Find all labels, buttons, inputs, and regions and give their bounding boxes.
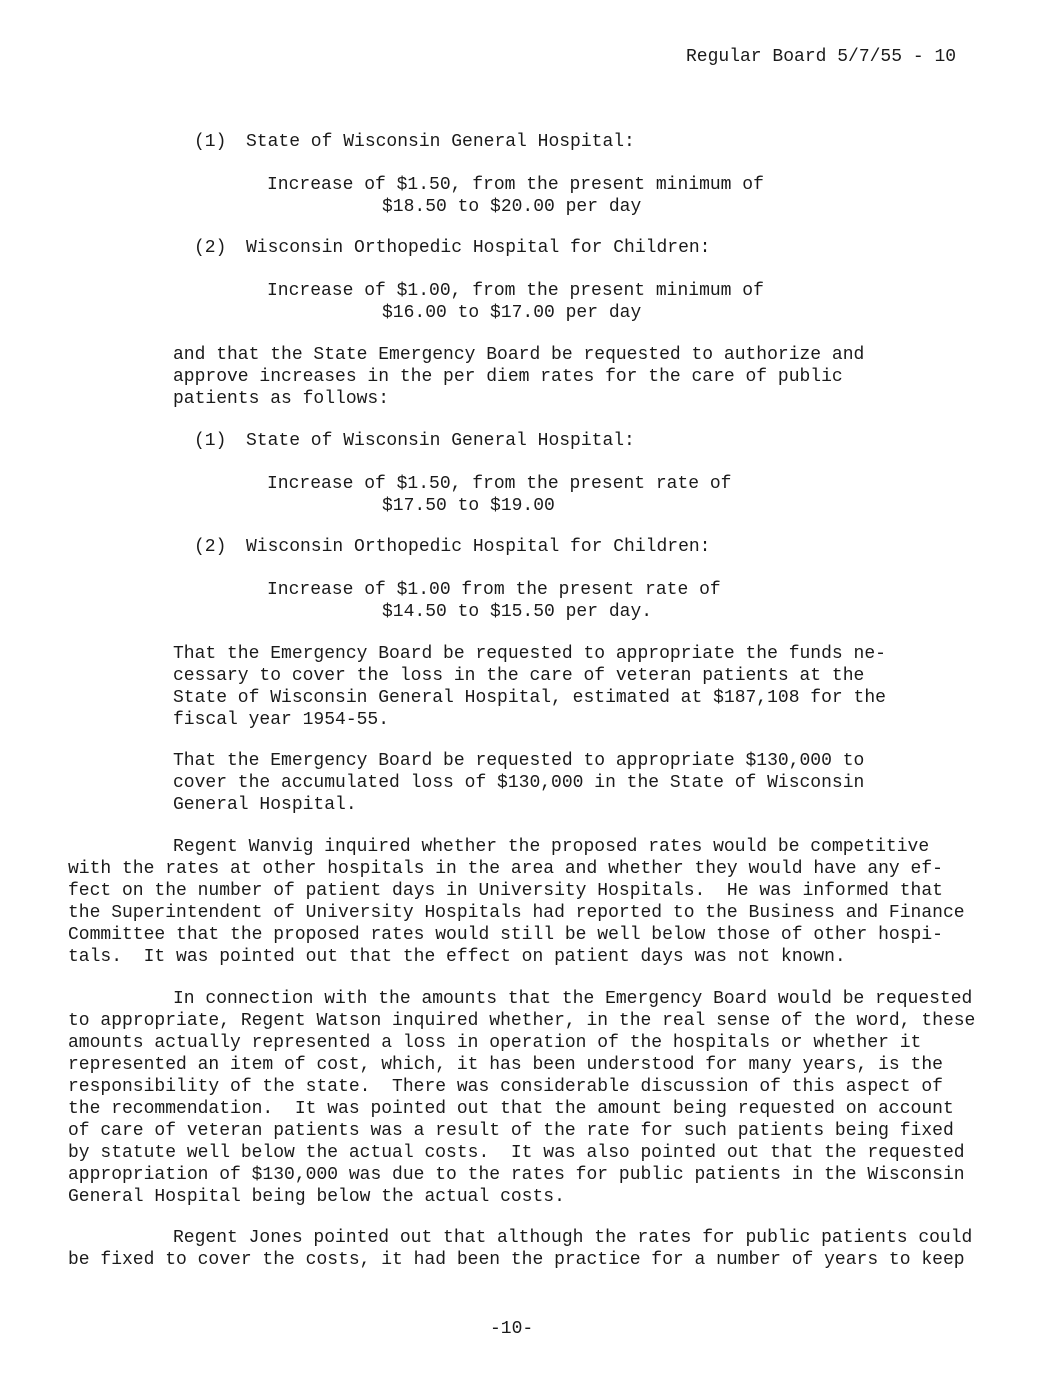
item-2-line-2: $16.00 to $17.00 per day xyxy=(382,303,642,323)
item-2-title: Wisconsin Orthopedic Hospital for Children: xyxy=(246,238,711,258)
para-wanvig-line-3: fect on the number of patient days in University Hospitals. He was informed that xyxy=(68,881,943,901)
para-jones-line-1: Regent Jones pointed out that although the rates for public patients could xyxy=(173,1228,973,1248)
para-watson-line-6: the recommendation. It was pointed out that the amount being requested on account xyxy=(68,1099,954,1119)
item-1-line-2: $18.50 to $20.00 per day xyxy=(382,197,642,217)
item-2-number: (2) xyxy=(194,238,227,258)
para-emergency-1-line-1: That the Emergency Board be requested to appropriate the funds ne- xyxy=(173,644,886,664)
item2-2-line-1: Increase of $1.00 from the present rate of xyxy=(267,580,721,600)
para-emergency-2-line-3: General Hospital. xyxy=(173,795,357,815)
item-1-number: (1) xyxy=(194,132,227,152)
para-and-line-2: approve increases in the per diem rates for the care of public xyxy=(173,367,843,387)
para-watson-line-5: responsibility of the state. There was considerable discussion of this aspect of xyxy=(68,1077,943,1097)
para-wanvig-line-2: with the rates at other hospitals in the area and whether they would have any ef- xyxy=(68,859,943,879)
para-watson-line-7: of care of veteran patients was a result of the rate for such patients being fixed xyxy=(68,1121,954,1141)
para-emergency-1-line-4: fiscal year 1954-55. xyxy=(173,710,390,730)
para-watson-line-8: by statute well below the actual costs. It was also pointed out that the requested xyxy=(68,1143,965,1163)
item2-1-number: (1) xyxy=(194,431,227,451)
para-emergency-1-line-3: State of Wisconsin General Hospital, estimated at $187,108 for the xyxy=(173,688,886,708)
para-jones-line-2: be fixed to cover the costs, it had been the practice for a number of years to keep xyxy=(68,1250,965,1270)
para-and-line-1: and that the State Emergency Board be requested to authorize and xyxy=(173,345,865,365)
item2-2-number: (2) xyxy=(194,537,227,557)
item2-2-line-2: $14.50 to $15.50 per day. xyxy=(382,602,653,622)
item-2-line-1: Increase of $1.00, from the present minimum of xyxy=(267,281,764,301)
para-emergency-1-line-2: cessary to cover the loss in the care of veteran patients at the xyxy=(173,666,865,686)
item2-1-line-2: $17.50 to $19.00 xyxy=(382,496,555,516)
para-wanvig-line-1: Regent Wanvig inquired whether the proposed rates would be competitive xyxy=(173,837,930,857)
para-watson-line-2: to appropriate, Regent Watson inquired whether, in the real sense of the word, these xyxy=(68,1011,976,1031)
para-wanvig-line-4: the Superintendent of University Hospitals had reported to the Business and Finance xyxy=(68,903,965,923)
para-watson-line-4: represented an item of cost, which, it has been understood for many years, is the xyxy=(68,1055,943,1075)
para-emergency-2-line-1: That the Emergency Board be requested to appropriate $130,000 to xyxy=(173,751,865,771)
page-header: Regular Board 5/7/55 - 10 xyxy=(686,47,957,67)
page-number: -10- xyxy=(490,1319,534,1339)
item2-2-title: Wisconsin Orthopedic Hospital for Children: xyxy=(246,537,711,557)
para-watson-line-9: appropriation of $130,000 was due to the rates for public patients in the Wisconsin xyxy=(68,1165,965,1185)
para-watson-line-1: In connection with the amounts that the Emergency Board would be requested xyxy=(173,989,973,1009)
item-1-line-1: Increase of $1.50, from the present minimum of xyxy=(267,175,764,195)
para-wanvig-line-6: tals. It was pointed out that the effect on patient days was not known. xyxy=(68,947,846,967)
para-watson-line-10: General Hospital being below the actual costs. xyxy=(68,1187,565,1207)
item2-1-title: State of Wisconsin General Hospital: xyxy=(246,431,635,451)
item-1-title: State of Wisconsin General Hospital: xyxy=(246,132,635,152)
para-wanvig-line-5: Committee that the proposed rates would still be well below those of other hospi- xyxy=(68,925,943,945)
para-and-line-3: patients as follows: xyxy=(173,389,390,409)
para-emergency-2-line-2: cover the accumulated loss of $130,000 in the State of Wisconsin xyxy=(173,773,865,793)
para-watson-line-3: amounts actually represented a loss in operation of the hospitals or whether it xyxy=(68,1033,922,1053)
item2-1-line-1: Increase of $1.50, from the present rate of xyxy=(267,474,732,494)
